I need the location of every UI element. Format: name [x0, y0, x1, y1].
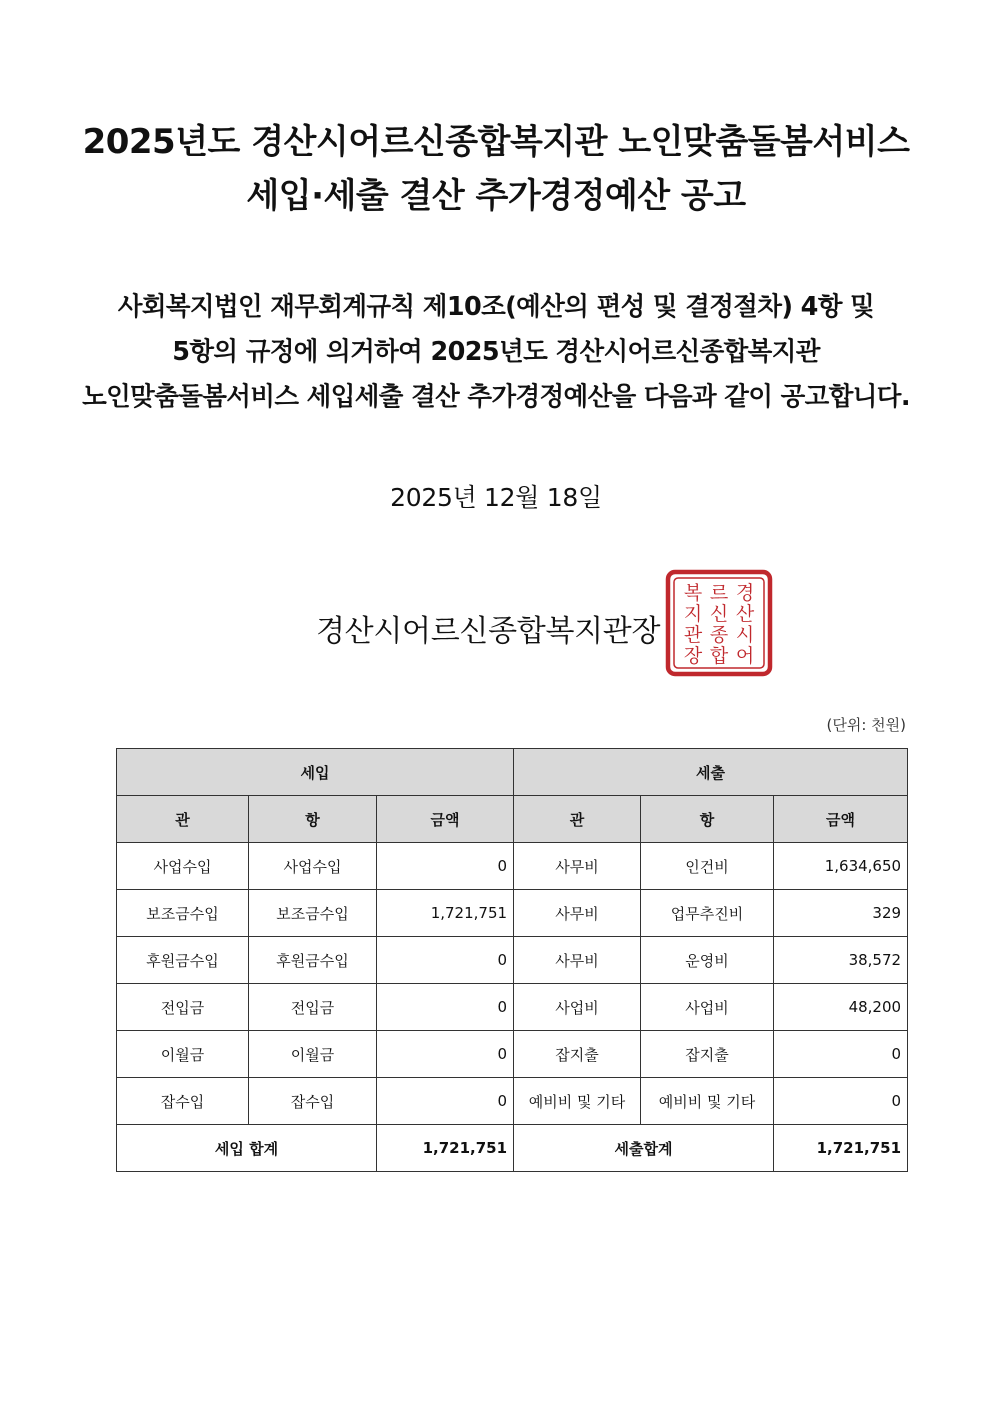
- table-row: [117, 890, 908, 937]
- announcement-date: 2025년 12월 18일: [390, 483, 602, 512]
- rev-hang-cell: 보조금수입: [249, 890, 377, 937]
- seal-character: 합: [709, 645, 729, 667]
- col-header-rev-gwan: 관: [117, 796, 249, 843]
- table-row: [117, 1078, 908, 1125]
- rev-hang-cell: 후원금수입: [249, 937, 377, 984]
- exp-hang-cell: 사업비: [641, 984, 774, 1031]
- rev-gwan-cell: 전입금: [117, 984, 249, 1031]
- rev-amount-cell: 1,721,751: [377, 890, 514, 937]
- exp-gwan-cell: 예비비 및 기타: [514, 1078, 641, 1125]
- col-header-rev-hang: 항: [249, 796, 377, 843]
- rev-gwan-cell: 이월금: [117, 1031, 249, 1078]
- expense-group-header: 세출: [514, 749, 908, 796]
- seal-character: 시: [735, 624, 755, 646]
- expense-total-label: 세출합계: [514, 1125, 774, 1172]
- exp-gwan-cell: 잡지출: [514, 1031, 641, 1078]
- revenue-group-header: 세입: [117, 749, 514, 796]
- seal-character: 산: [735, 603, 755, 625]
- table-row: [117, 1031, 908, 1078]
- unit-label: (단위: 천원): [826, 716, 906, 734]
- seal-characters: [684, 582, 755, 667]
- exp-gwan-cell: 사무비: [514, 843, 641, 890]
- exp-hang-cell: 잡지출: [641, 1031, 774, 1078]
- rev-gwan-cell: 사업수입: [117, 843, 249, 890]
- exp-hang-cell: 업무추진비: [641, 890, 774, 937]
- organization-name: 경산시어르신종합복지관장: [316, 614, 661, 649]
- rev-gwan-cell: 후원금수입: [117, 937, 249, 984]
- seal-character: 지: [683, 603, 703, 625]
- seal-character: 경: [735, 582, 755, 604]
- seal-character: 르: [709, 582, 729, 604]
- col-header-exp-gwan: 관: [514, 796, 641, 843]
- seal-character: 장: [683, 645, 703, 667]
- expense-total-amount: 1,721,751: [774, 1125, 908, 1172]
- col-header-exp-amount: 금액: [774, 796, 908, 843]
- exp-amount-cell: 0: [774, 1031, 908, 1078]
- intro-line-1: 사회복지법인 재무회계규칙 제10조(예산의 편성 및 결정절차) 4항 및: [117, 292, 875, 322]
- exp-amount-cell: 329: [774, 890, 908, 937]
- exp-hang-cell: 운영비: [641, 937, 774, 984]
- table-row: [117, 984, 908, 1031]
- document-title-line-1: 2025년도 경산시어르신종합복지관 노인맞춤돌봄서비스: [82, 122, 910, 162]
- rev-hang-cell: 잡수입: [249, 1078, 377, 1125]
- rev-amount-cell: 0: [377, 843, 514, 890]
- exp-hang-cell: 인건비: [641, 843, 774, 890]
- col-header-exp-hang: 항: [641, 796, 774, 843]
- official-seal-icon: [665, 569, 773, 677]
- rev-hang-cell: 이월금: [249, 1031, 377, 1078]
- exp-amount-cell: 48,200: [774, 984, 908, 1031]
- exp-amount-cell: 1,634,650: [774, 843, 908, 890]
- table-row: [117, 937, 908, 984]
- rev-amount-cell: 0: [377, 937, 514, 984]
- intro-line-2: 5항의 규정에 의거하여 2025년도 경산시어르신종합복지관: [172, 337, 820, 367]
- totals-row: [117, 1125, 908, 1172]
- rev-amount-cell: 0: [377, 1031, 514, 1078]
- rev-amount-cell: 0: [377, 984, 514, 1031]
- rev-gwan-cell: 잡수입: [117, 1078, 249, 1125]
- revenue-total-label: 세입 합계: [117, 1125, 377, 1172]
- seal-character: 종: [709, 624, 729, 646]
- intro-line-3: 노인맞춤돌봄서비스 세입세출 결산 추가경정예산을 다음과 같이 공고합니다.: [82, 382, 910, 412]
- table-row: [117, 843, 908, 890]
- rev-hang-cell: 전입금: [249, 984, 377, 1031]
- rev-hang-cell: 사업수입: [249, 843, 377, 890]
- seal-character: 신: [709, 603, 729, 625]
- exp-hang-cell: 예비비 및 기타: [641, 1078, 774, 1125]
- rev-amount-cell: 0: [377, 1078, 514, 1125]
- exp-gwan-cell: 사무비: [514, 937, 641, 984]
- exp-amount-cell: 38,572: [774, 937, 908, 984]
- col-header-rev-amount: 금액: [377, 796, 514, 843]
- seal-character: 어: [735, 645, 755, 667]
- exp-amount-cell: 0: [774, 1078, 908, 1125]
- rev-gwan-cell: 보조금수입: [117, 890, 249, 937]
- seal-character: 복: [683, 582, 703, 604]
- revenue-total-amount: 1,721,751: [377, 1125, 514, 1172]
- seal-character: 관: [683, 624, 703, 646]
- budget-table: [116, 748, 908, 1172]
- exp-gwan-cell: 사업비: [514, 984, 641, 1031]
- exp-gwan-cell: 사무비: [514, 890, 641, 937]
- document-title-line-2: 세입·세출 결산 추가경정예산 공고: [246, 176, 746, 216]
